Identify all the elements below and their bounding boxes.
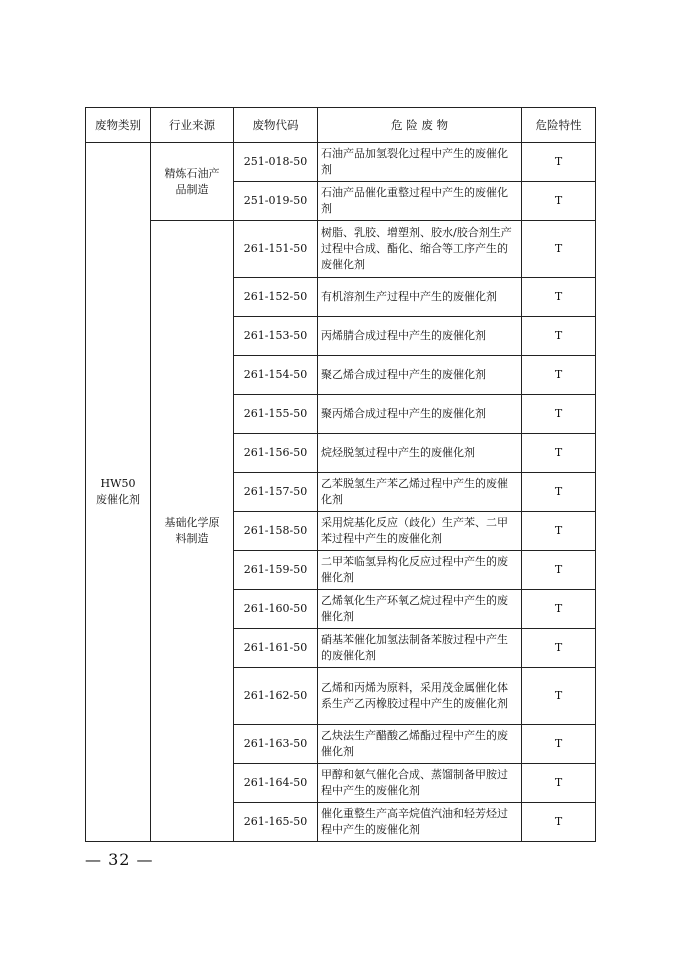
header-hazardous-waste: 危 险 废 物 [318, 108, 522, 143]
category-code: HW50 [100, 477, 136, 490]
header-hazard-property: 危险特性 [522, 108, 596, 143]
code-cell: 261-156-50 [234, 434, 318, 473]
hazard-cell: T [522, 434, 596, 473]
description-cell: 聚丙烯合成过程中产生的废催化剂 [318, 395, 522, 434]
hazard-cell: T [522, 725, 596, 764]
code-cell: 261-157-50 [234, 473, 318, 512]
description-cell: 乙烯氧化生产环氧乙烷过程中产生的废催化剂 [318, 590, 522, 629]
hazard-cell: T [522, 143, 596, 182]
code-cell: 261-153-50 [234, 317, 318, 356]
hazard-cell: T [522, 182, 596, 221]
description-cell: 乙炔法生产醋酸乙烯酯过程中产生的废催化剂 [318, 725, 522, 764]
table-row [86, 143, 596, 182]
description-cell: 二甲苯临氢异构化反应过程中产生的废催化剂 [318, 551, 522, 590]
code-cell: 261-154-50 [234, 356, 318, 395]
hazard-cell: T [522, 278, 596, 317]
hazard-cell: T [522, 395, 596, 434]
hazard-cell: T [522, 551, 596, 590]
description-cell: 石油产品加氢裂化过程中产生的废催化剂 [318, 143, 522, 182]
code-cell: 261-165-50 [234, 803, 318, 842]
code-cell: 261-155-50 [234, 395, 318, 434]
hazard-cell: T [522, 317, 596, 356]
hazard-cell: T [522, 512, 596, 551]
code-cell: 261-151-50 [234, 221, 318, 278]
code-cell: 261-158-50 [234, 512, 318, 551]
code-cell: 261-162-50 [234, 668, 318, 725]
hazard-cell: T [522, 629, 596, 668]
hazard-cell: T [522, 803, 596, 842]
category-name: 废催化剂 [96, 493, 140, 506]
source-cell-chemical [151, 221, 234, 842]
table-row [86, 221, 596, 278]
hazard-cell: T [522, 356, 596, 395]
description-cell: 树脂、乳胶、增塑剂、胶水/胶合剂生产过程中合成、酯化、缩合等工序产生的废催化剂 [318, 221, 522, 278]
code-cell: 251-018-50 [234, 143, 318, 182]
description-cell: 丙烯腈合成过程中产生的废催化剂 [318, 317, 522, 356]
category-cell [86, 143, 151, 842]
hazard-cell: T [522, 590, 596, 629]
header-waste-category: 废物类别 [86, 108, 151, 143]
table-header-row [86, 108, 596, 143]
source-chemical-line1: 基础化学原 [164, 516, 220, 529]
description-cell: 催化重整生产高辛烷值汽油和轻芳烃过程中产生的废催化剂 [318, 803, 522, 842]
code-cell: 261-163-50 [234, 725, 318, 764]
description-cell: 烷烃脱氢过程中产生的废催化剂 [318, 434, 522, 473]
source-refining-line1: 精炼石油产 [164, 166, 220, 180]
description-cell: 硝基苯催化加氢法制备苯胺过程中产生的废催化剂 [318, 629, 522, 668]
description-cell: 甲醇和氨气催化合成、蒸馏制备甲胺过程中产生的废催化剂 [318, 764, 522, 803]
hazard-cell: T [522, 221, 596, 278]
waste-table [85, 107, 596, 842]
code-cell: 261-164-50 [234, 764, 318, 803]
source-cell-refining [151, 143, 234, 221]
code-cell: 251-019-50 [234, 182, 318, 221]
description-cell: 乙苯脱氢生产苯乙烯过程中产生的废催化剂 [318, 473, 522, 512]
description-cell: 乙烯和丙烯为原料，采用茂金属催化体系生产乙丙橡胶过程中产生的废催化剂 [318, 668, 522, 725]
header-waste-code: 废物代码 [234, 108, 318, 143]
code-cell: 261-152-50 [234, 278, 318, 317]
description-cell: 石油产品催化重整过程中产生的废催化剂 [318, 182, 522, 221]
source-chemical-line2: 料制造 [175, 532, 209, 545]
hazard-cell: T [522, 473, 596, 512]
page-number: — 32 — [85, 850, 154, 869]
code-cell: 261-159-50 [234, 551, 318, 590]
code-cell: 261-161-50 [234, 629, 318, 668]
header-industry-source: 行业来源 [151, 108, 234, 143]
description-cell: 聚乙烯合成过程中产生的废催化剂 [318, 356, 522, 395]
description-cell: 采用烷基化反应（歧化）生产苯、二甲苯过程中产生的废催化剂 [318, 512, 522, 551]
code-cell: 261-160-50 [234, 590, 318, 629]
source-refining-line2: 品制造 [175, 182, 209, 196]
description-cell: 有机溶剂生产过程中产生的废催化剂 [318, 278, 522, 317]
hazard-cell: T [522, 764, 596, 803]
hazard-cell: T [522, 668, 596, 725]
